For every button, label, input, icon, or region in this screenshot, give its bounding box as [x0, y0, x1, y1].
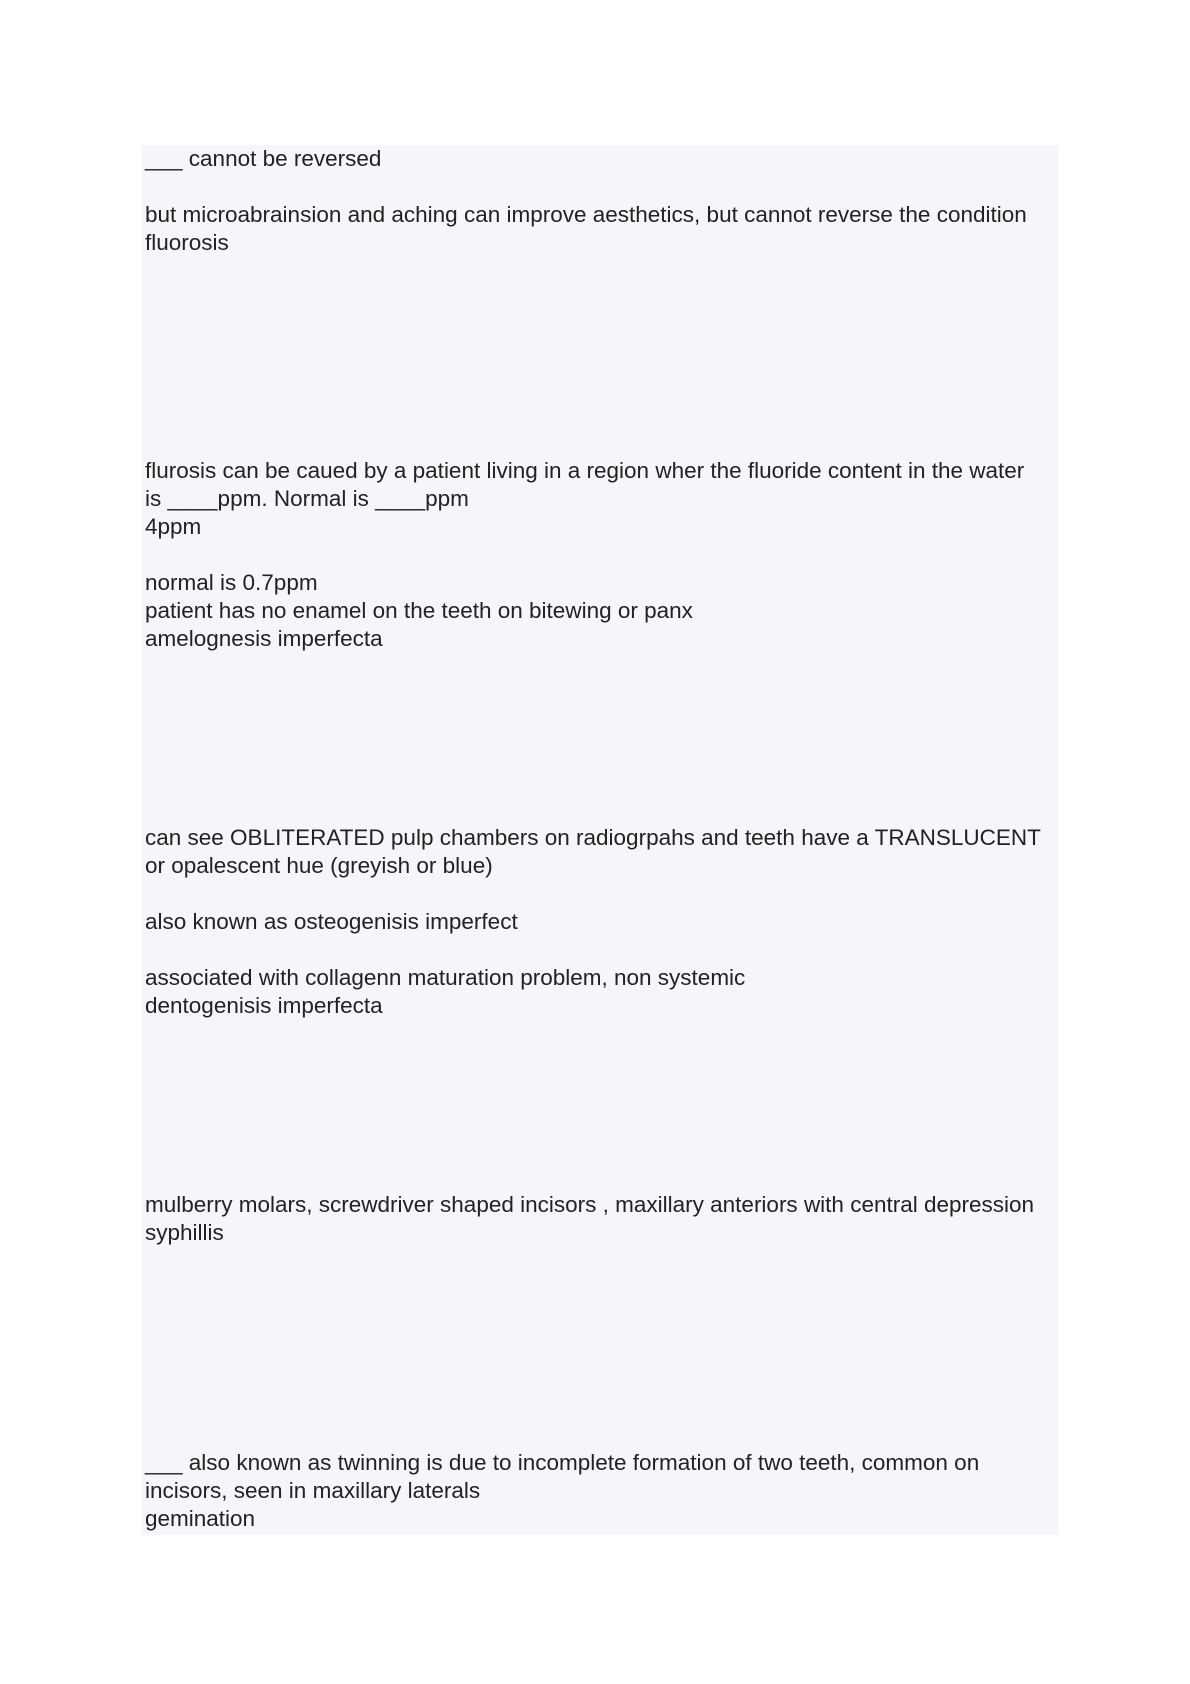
card-6-question: ___ also known as twinning is due to incomplete formation of two teeth, common on incisors, seen in maxillary laterals: [145, 1450, 986, 1503]
flashcard-2: [145, 457, 1045, 653]
card-2-answer-line-3: normal is 0.7ppm: [145, 570, 318, 595]
card-3-question: patient has no enamel on the teeth on bitewing or panx: [145, 598, 693, 623]
flashcard-4: [145, 824, 1045, 1020]
flashcard-1: [145, 145, 1045, 257]
card-6-answer: gemination: [145, 1506, 256, 1531]
card-4-answer: dentogenisis imperfecta: [145, 993, 383, 1018]
card-4-question-line-5: associated with collagenn maturation problem, non systemic: [145, 965, 746, 990]
card-5-question: mulberry molars, screwdriver shaped incisors , maxillary anteriors with central depression: [145, 1192, 1035, 1217]
card-1-question-line-1: ___ cannot be reversed: [145, 146, 382, 171]
card-4-question-line-1: can see OBLITERATED pulp chambers on radiogrpahs and teeth have a TRANSLUCENT or opalescent hue (greyish or blue): [145, 825, 1047, 878]
card-3-answer: amelognesis imperfecta: [145, 626, 383, 651]
card-5-answer: syphillis: [145, 1220, 224, 1245]
card-2-answer-line-1: 4ppm: [145, 514, 202, 539]
flashcard-5: [145, 1191, 1045, 1247]
card-1-answer: fluorosis: [145, 230, 229, 255]
card-2-spacer: [145, 541, 1045, 569]
card-1-spacer: [145, 173, 1045, 201]
card-4-spacer-2: [145, 936, 1045, 964]
card-2-question: flurosis can be caued by a patient living in a region wher the fluoride content in the water is ____ppm. Normal is ____ppm: [145, 458, 1031, 511]
card-1-question-line-3: but microabrainsion and aching can improve aesthetics, but cannot reverse the condition: [145, 202, 1027, 227]
flashcard-6: [145, 1449, 1045, 1533]
card-4-spacer-1: [145, 880, 1045, 908]
card-4-question-line-3: also known as osteogenisis imperfect: [145, 909, 518, 934]
